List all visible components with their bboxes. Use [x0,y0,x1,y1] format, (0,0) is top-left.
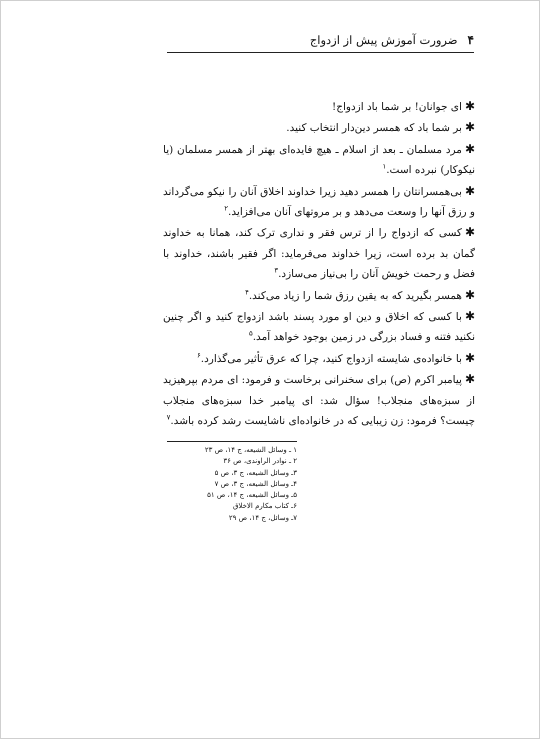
asterisk-bullet-icon: ✱ [464,225,475,240]
footnote-ref: ۵ [248,329,253,338]
header-rule [167,52,474,53]
footnote: ۲ ـ نوادر الراوندی، ص ۳۶ [223,457,297,466]
footnote-ref: ۴ [245,288,249,297]
footnote: ۱ ـ وسائل الشیعه، ج ۱۴، ص ۲۳ [204,446,297,454]
paragraph: ✱کسی که ازدواج را از ترس فقر و نداری ترک کند، همانا به خداوند گمان بد برده است، زیرا خداوند می‌فرماید: اگر فقیر باشند، خداوند با فضل و رحمت خویش آنان را بی‌نیاز می‌سازد.$^۳$ [163,225,475,281]
paragraph: ✱مرد مسلمان ـ بعد از اسلام ـ هیچ فایده‌ای بهتر از همسر مسلمان (یا نیکوکار) نبرده است.$^۱$ [163,141,475,177]
running-header [167,30,474,50]
footnote-ref: ۳ [274,266,279,275]
paragraph: ✱با خانواده‌ی شایسته ازدواج کنید، چرا که عرق تأثیر می‌گذارد.$^۶$ [196,350,475,365]
asterisk-bullet-icon: ✱ [464,287,475,302]
asterisk-bullet-icon: ✱ [464,309,475,324]
footnote-rule [167,441,297,442]
asterisk-bullet-icon: ✱ [464,120,475,135]
footnote-ref: ۱ [382,162,387,171]
paragraph: ✱با کسی که اخلاق و دین او مورد پسند باشد ازدواج کنید و اگر چنین نکنید فتنه و فساد بزرگی در زمین بوجود خواهد آمد.$^۵$ [163,309,475,344]
asterisk-bullet-icon: ✱ [464,99,475,113]
paragraph: ✱بی‌همسرانتان را همسر دهید زیرا خداوند اخلاق آنان را نیکو می‌گرداند و رزق آنها را وسعت می‌دهد و بر مروتهای آنان می‌افزاید.$^۲$ [163,183,475,219]
footnote-ref: ۶ [196,351,201,360]
asterisk-bullet-icon: ✱ [464,183,475,198]
footnote: ۵ـ وسائل الشیعه، ج ۱۴، ص ۵۱ [207,491,297,500]
footnote: ۶ـ کتاب مکارم الاخلاق [233,502,297,511]
footnote-ref: ۷ [166,413,171,422]
asterisk-bullet-icon: ✱ [464,350,475,365]
footnote: ۳ـ وسائل الشیعه، ج ۳، ص ۵ [214,468,297,477]
footnote: ۷ـ وسائل، ج ۱۴، ص ۲۹ [228,513,297,522]
paragraph: ✱پیامبر اکرم (ص) برای سخنرانی برخاست و فرمود: ای مردم بپرهیزید از سبزه‌های منجلاب! سؤال شد: ای پیامبر خدا سبزه‌های منجلاب چیست؟ فرمود: زن زیبایی که در خانواده‌ای ناشایست رشد کرده باشد.$^۷$ [163,372,475,428]
asterisk-bullet-icon: ✱ [464,372,475,387]
footnote-ref: ۲ [224,204,229,213]
footnote: ۴ـ وسائل الشیعه، ج ۳، ص ۷ [214,479,297,488]
body-text [163,96,475,432]
paragraph: ✱ای جوانان! بر شما باد ازدواج! [332,99,475,113]
footnotes [167,445,297,524]
header-title: ضرورت آموزش پیش از ازدواج [309,33,458,47]
page-number: ۴ [467,33,474,47]
paragraph: ✱همسر بگیرید که به یقین رزق شما را زیاد می‌کند.$^۴$ [245,287,475,302]
asterisk-bullet-icon: ✱ [464,141,475,156]
paragraph: ✱بر شما باد که همسر دین‌دار انتخاب کنید. [286,120,475,135]
